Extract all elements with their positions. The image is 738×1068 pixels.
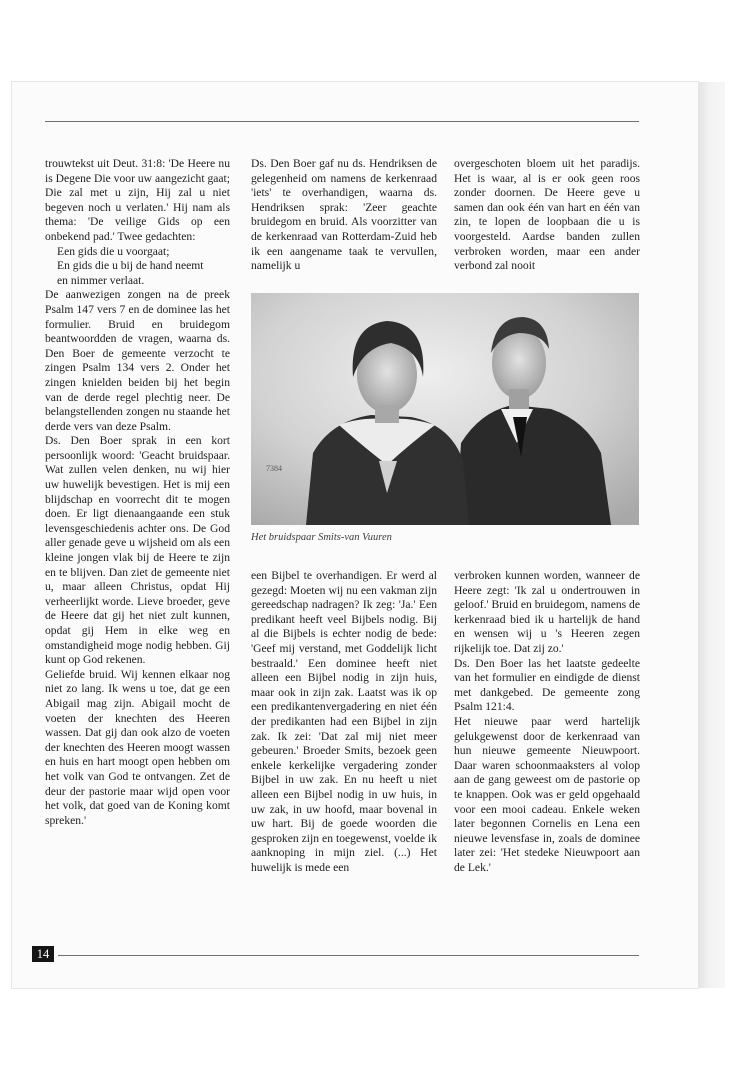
- paragraph: De aanwezigen zongen na de preek Psalm 147 vers 7 en de dominee las het formulier. Bruid en bruidegom beantwoordden de vragen, waarna ds. Den Boer de gemeente verzocht te zingen Psalm 134 vers 2. Onder het zingen knielden beiden bij het begin van de derde regel plechtig neer. De belangstellenden zongen nu staande het derde vers van deze Psalm.: [45, 288, 230, 433]
- paragraph: een Bijbel te overhandigen. Er werd al gezegd: Moeten wij nu een vakman zijn gereedschap nadragen? Ik zeg: 'Ja.' Een predikant heeft veel Bijbels nodig. Bij al die Bijbels is echter nodig de bede: 'Geef mij verstand, met Goddelijk licht bestraald.' Een dominee heeft niet alleen een Bijbel nodig in zijn huis, maar ook in zijn zak. Laatst was ik op een predikantenvergadering en niet één der predikanten had een Bijbel in zijn zak. Ik zei: 'Dat zal mij niet meer gebeuren.' Broeder Smits, bezoek geen enkele kerkelijke vergadering zonder Bijbel in uw zak. En nu heeft u niet alleen een Bijbel nodig in uw huis, in uw zak, in uw hoofd, maar bovenal in uw hart. Bij de goede woorden die gesproken zijn en toegewenst, voelde ik aanknoping in mijn ziel. (...) Het huwelijk is mede een: [251, 569, 437, 874]
- paragraph: Het nieuwe paar werd hartelijk gelukgewenst door de kerkenraad van hun nieuwe gemeente Nieuwpoort. Daar waren schoonmaaksters al volop aan de gang geweest om de pastorie op te knappen. Ook was er geld opgehaald voor een mooi cadeau. Enkele weken later begonnen Cornelis en Lena een nieuwe levensfase in, zoals de dominee later zei: 'Het stedeke Nieuwpoort aan de Lek.': [454, 714, 640, 874]
- photo-caption: Het bruidspaar Smits-van Vuuren: [251, 532, 392, 543]
- paragraph: Ds. Den Boer sprak in een kort persoonlijk woord: 'Geacht bruidspaar. Wat zullen velen denken, nu wij hier uw huwelijk bevestigen. Het is mij een blijdschap en voorrecht dit te mogen doen. Er ligt dienaangaande een stuk levensgeschiedenis achter ons. De God aller genade geve u wijsheid om als een kleine jongen vlak bij de Heere te zijn en te blijven. Dan ziet de gemeente niet u, maar alleen Christus, opdat Hij verheerlijkt worde. Lieve broeder, geve de Heere dat gij het niet zult kunnen, opdat gij Hem in elke weg en omstandigheid moge nodig hebben. Gij kunt op God rekenen.: [45, 434, 230, 667]
- column-2-top: [251, 157, 437, 274]
- photo-studio-mark: 7384: [266, 464, 282, 473]
- verse-line: en nimmer verlaat.: [57, 273, 145, 287]
- wedding-photo: [251, 293, 639, 525]
- paragraph: trouwtekst uit Deut. 31:8: 'De Heere nu is Degene Die voor uw aangezicht gaat; Die zal met u zijn, Hij zal u niet begeven noch u verlaten.' Hij nam als thema: 'De veilige Gids op een onbekend pad.' Twee gedachten:: [45, 157, 230, 243]
- verse-line: Een gids die u voorgaat;: [57, 244, 170, 258]
- paragraph: Geliefde bruid. Wij kennen elkaar nog niet zo lang. Ik wens u toe, dat ge een Abigail mag zijn. Abigail mocht de voeten der knechten des Heeren wassen. Dat gij dan ook alzo de voeten der knechten des Heeren moogt wassen en huis en hart moogt open hebben om het volk van God te ontvangen. Zet de deur der pastorie maar wijd open voor het volk, dat goed van de Koning komt spreken.': [45, 667, 230, 827]
- paragraph: Ds. Den Boer gaf nu ds. Hendriksen de gelegenheid om namens de kerkenraad 'iets' te overhandigen, waarna ds. Hendriksen sprak: 'Zeer geachte bruidegom en bruid. Als voorzitter van de kerkenraad van Rotterdam-Zuid heb ik een aangename taak te vervullen, namelijk u: [251, 157, 437, 273]
- bottom-rule: [58, 955, 639, 956]
- paragraph: verbroken kunnen worden, wanneer de Heere zegt: 'Ik zal u ondertrouwen in geloof.' Bruid en bruidegom, namens de kerkenraad bied ik u hartelijk de hand en wensen wij u 's Heeren zegen rijkelijk toe. Dat zij zo.': [454, 569, 640, 655]
- paragraph: Ds. Den Boer las het laatste gedeelte van het formulier en eindigde de dienst met dankgebed. De gemeente zong Psalm 121:4.: [454, 656, 640, 714]
- paragraph: overgeschoten bloem uit het paradijs. Het is waar, al is er ook geen roos zonder doornen. De Heere geve u samen dan ook één van hart en één van zin, te lopen de loopbaan die u is voorgesteld. Aardse banden zullen verbroken worden, maar een ander verbond zal nooit: [454, 157, 640, 273]
- column-3-bottom: [454, 569, 640, 875]
- page-edge-shadow: [699, 82, 725, 988]
- wedding-couple-image: [251, 293, 639, 525]
- column-3-top: [454, 157, 640, 274]
- page-number: 14: [32, 946, 54, 962]
- verse-line: En gids die u bij de hand neemt: [57, 259, 204, 273]
- column-2-bottom: [251, 569, 437, 875]
- column-1: [45, 157, 230, 828]
- top-rule: [45, 121, 639, 122]
